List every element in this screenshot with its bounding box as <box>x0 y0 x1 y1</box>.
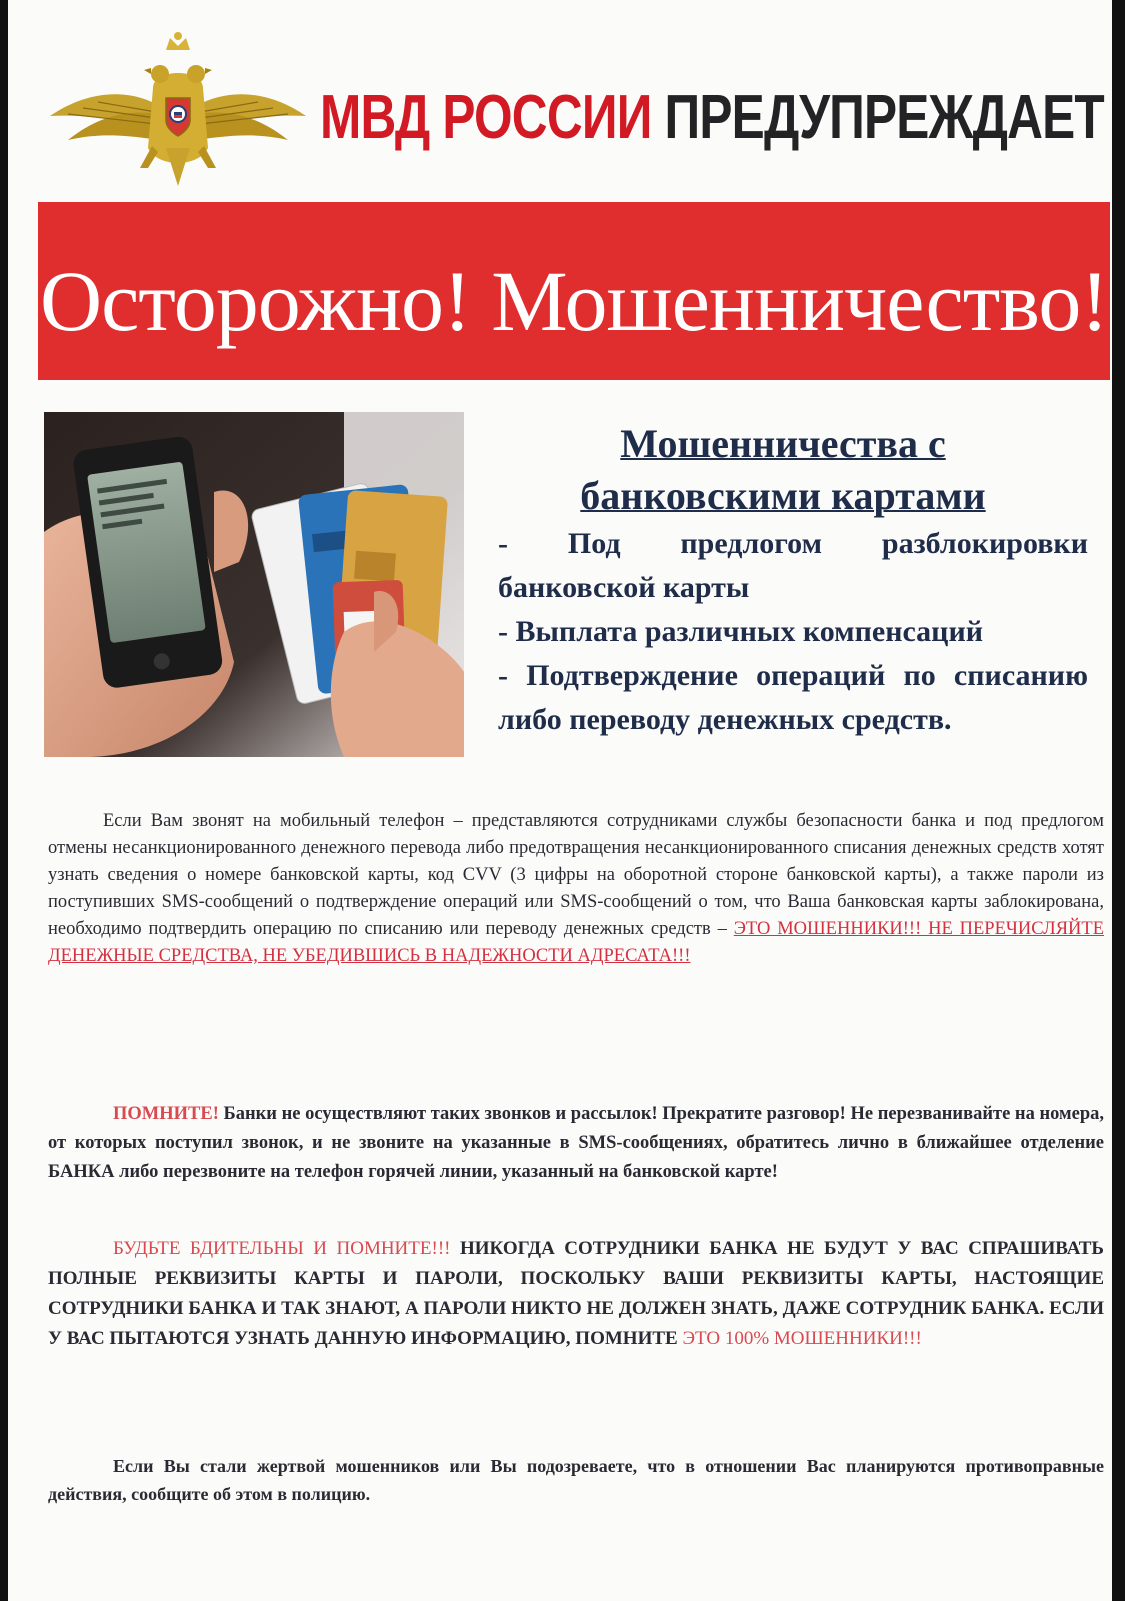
paragraph-contact-police: Если Вы стали жертвой мошенников или Вы подозреваете, что в отношении Вас планируются противоправные действия, сообщите об этом в полицию. <box>48 1456 1104 1504</box>
header-title-dark: ПРЕДУПРЕЖДАЕТ <box>664 83 1104 152</box>
flyer-page <box>8 0 1112 1601</box>
paragraph-call-warning <box>48 808 1104 970</box>
list-item: - Подтверждение операций по списанию либо переводу денежных средств. <box>498 659 1088 736</box>
section-heading-line1: Мошенничества с <box>620 421 946 466</box>
vigilant-lead: БУДЬТЕ БДИТЕЛЬНЫ И ПОМНИТЕ!!! <box>113 1238 451 1259</box>
list-item: - Под предлогом разблокировки банковской карты <box>498 527 1088 604</box>
header-title-red: МВД РОССИИ <box>320 83 652 152</box>
banner-text: Осторожно! Мошенничество! <box>40 253 1108 349</box>
section-heading <box>478 418 1088 522</box>
paragraph-be-vigilant <box>48 1234 1104 1354</box>
paragraph-remember <box>48 1100 1104 1187</box>
section-heading-line2: банковскими картами <box>580 473 986 518</box>
paragraph-call-warning-text: Если Вам звонят на мобильный телефон – представляются сотрудниками службы безопасности банка и под предлогом отмены несанкционированного денежного перевода либо предотвращения несанкционированного списания денежных средств хотят узнать сведения о номере банковской карты, код CVV (3 цифры на оборотной стороне банковской карты), а также пароли из поступивших SMS-сообщений о подтверждение операций или SMS-сообщений о том, что Ваша банковская карты заблокирована, необходимо подтвердить операцию по списанию или переводу денежных средств – <box>48 811 1104 939</box>
fraud-types-list <box>498 522 1088 742</box>
vigilant-tail: ЭТО 100% МОШЕННИКИ!!! <box>682 1328 922 1349</box>
header-title <box>320 78 1104 158</box>
remember-lead: ПОМНИТЕ! <box>113 1104 219 1124</box>
phone-and-bank-cards-photo <box>44 412 464 757</box>
vigilant-text: НИКОГДА СОТРУДНИКИ БАНКА НЕ БУДУТ У ВАС СПРАШИВАТЬ ПОЛНЫЕ РЕКВИЗИТЫ КАРТЫ И ПАРОЛИ, ПОСКОЛЬКУ ВАШИ РЕКВИЗИТЫ КАРТЫ, НАСТОЯЩИЕ СОТРУДНИКИ БАНКА И ТАК ЗНАЮТ, А ПАРОЛИ НИКТО НЕ ДОЛЖЕН ЗНАТЬ, ДАЖЕ СОТРУДНИК БАНКА. ЕСЛИ У ВАС ПЫТАЮТСЯ УЗНАТЬ ДАННУЮ ИНФОРМАЦИЮ, ПОМНИТЕ <box>48 1238 1104 1349</box>
remember-text: Банки не осуществляют таких звонков и рассылок! Прекратите разговор! Не перезванивайте на номера, от которых поступил звонок, и не звоните на указанные в SMS-сообщениях, обратитесь лично в ближайшее отделение БАНКА либо перезвоните на телефон горячей линии, указанный на банковской карте! <box>48 1104 1104 1182</box>
fraud-alert-text: ЭТО МОШЕННИКИ!!! НЕ ПЕРЕЧИСЛЯЙТЕ ДЕНЕЖНЫЕ СРЕДСТВА, НЕ УБЕДИВШИСЬ В НАДЕЖНОСТИ АДРЕСАТА!!! <box>48 919 1104 966</box>
double-headed-eagle-emblem-icon <box>48 28 308 188</box>
warning-banner <box>38 202 1110 380</box>
list-item: - Выплата различных компенсаций <box>498 615 984 648</box>
